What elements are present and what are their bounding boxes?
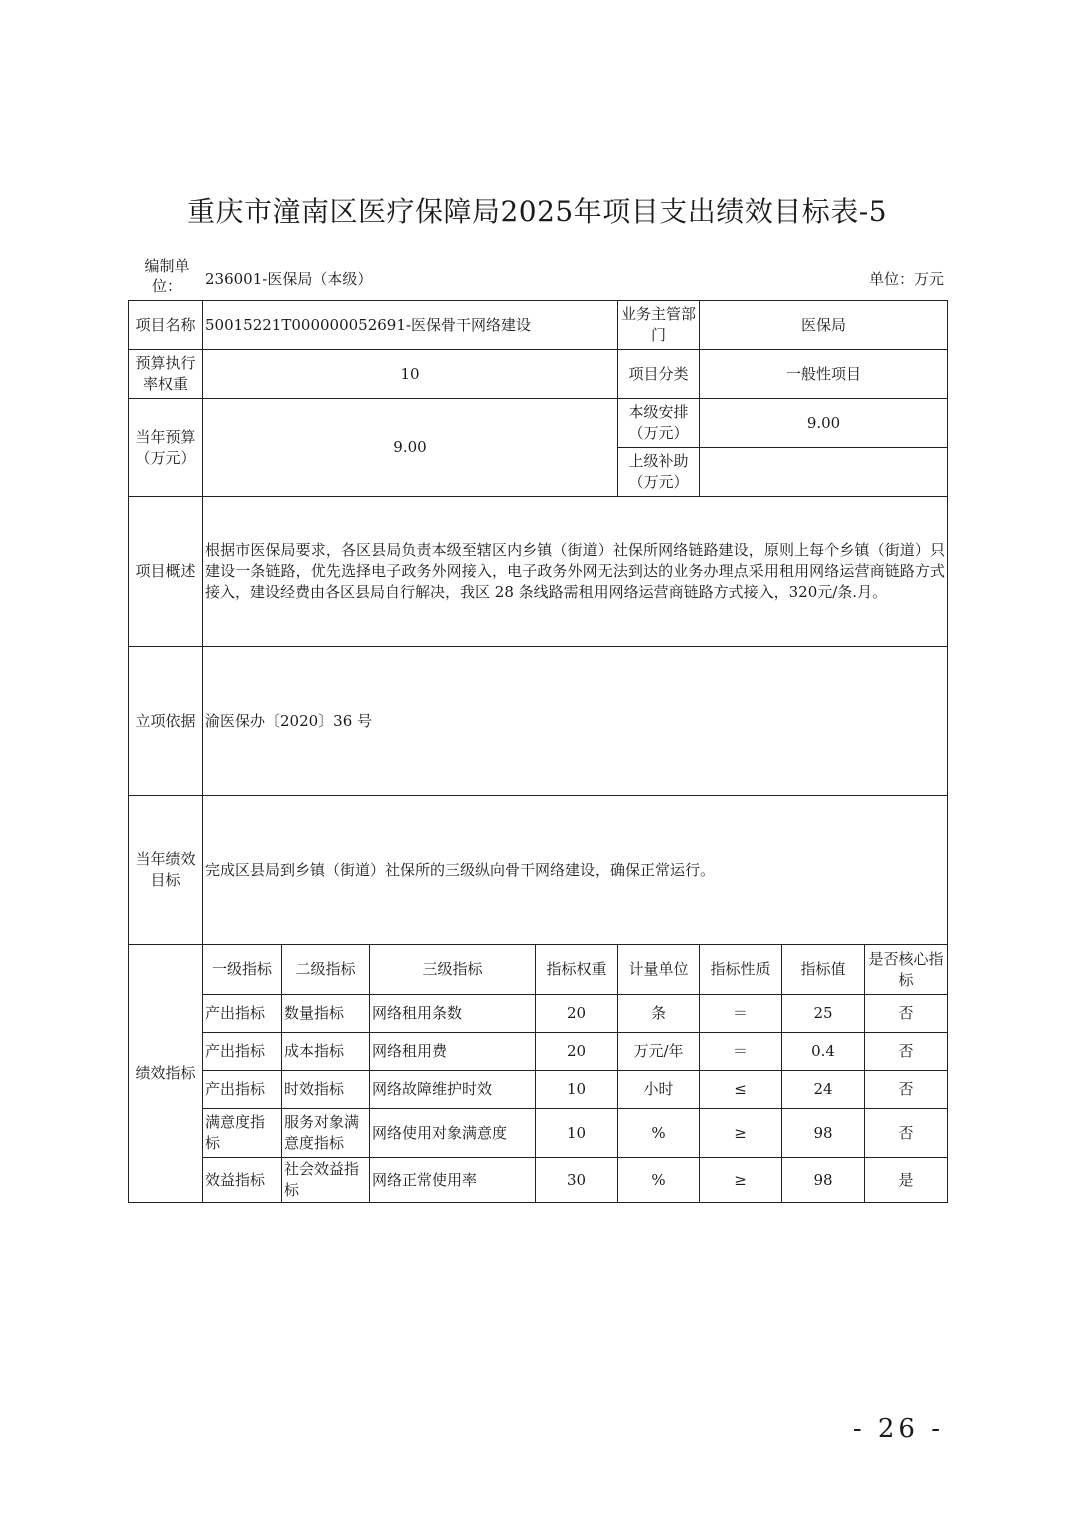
annual-budget-label: 当年预算（万元） [129, 399, 203, 497]
indicator-level3: 网络正常使用率 [370, 1158, 536, 1203]
indicator-header: 指标权重 [536, 945, 618, 995]
indicator-weight: 30 [536, 1158, 618, 1203]
indicator-level2: 成本指标 [282, 1033, 370, 1071]
upper-subsidy-value [700, 448, 948, 497]
budget-weight-label: 预算执行率权重 [129, 350, 203, 399]
indicator-weight: 20 [536, 1033, 618, 1071]
indicator-unit: 小时 [618, 1071, 700, 1109]
dept-label: 业务主管部门 [618, 301, 700, 350]
indicator-header: 指标值 [782, 945, 865, 995]
indicator-nature: ≤ [700, 1071, 782, 1109]
table-row [129, 1033, 948, 1071]
overview-value: 根据市医保局要求，各区县局负责本级至辖区内乡镇（街道）社保所网络链路建设，原则上每个乡镇（街道）只建设一条链路，优先选择电子政务外网接入，电子政务外网无法到达的业务办理点采用租用网络运营商链路方式接入，建设经费由各区县局自行解决，我区 28 条线路需租用网络运营商链路方式接入，320元/条.月。 [203, 497, 948, 647]
budget-weight-value: 10 [203, 350, 618, 399]
indicator-level1: 产出指标 [203, 1071, 282, 1109]
indicator-header: 三级指标 [370, 945, 536, 995]
indicator-nature: ≥ [700, 1109, 782, 1158]
indicator-weight: 10 [536, 1109, 618, 1158]
indicator-level1: 满意度指标 [203, 1109, 282, 1158]
dept-value: 医保局 [700, 301, 948, 350]
category-label: 项目分类 [618, 350, 700, 399]
indicator-level3: 网络故障维护时效 [370, 1071, 536, 1109]
indicator-core: 否 [865, 995, 948, 1033]
indicator-level2: 数量指标 [282, 995, 370, 1033]
indicator-nature: ≥ [700, 1158, 782, 1203]
indicator-level3: 网络租用费 [370, 1033, 536, 1071]
indicator-core: 否 [865, 1109, 948, 1158]
indicator-unit: 条 [618, 995, 700, 1033]
indicator-level2: 社会效益指标 [282, 1158, 370, 1203]
project-name-value: 50015221T000000052691-医保骨干网络建设 [203, 301, 618, 350]
upper-subsidy-label: 上级补助（万元） [618, 448, 700, 497]
indicator-nature: ＝ [700, 995, 782, 1033]
local-budget-label: 本级安排（万元） [618, 399, 700, 448]
table-row [129, 1071, 948, 1109]
indicator-nature: ＝ [700, 1033, 782, 1071]
table-row [129, 995, 948, 1033]
indicator-level3: 网络租用条数 [370, 995, 536, 1033]
table-row [129, 1109, 948, 1158]
indicator-core: 是 [865, 1158, 948, 1203]
org-label: 编制单位： [144, 257, 190, 295]
table-row [129, 1158, 948, 1203]
basis-label: 立项依据 [129, 647, 203, 796]
org-value: 236001-医保局（本级） [205, 270, 373, 288]
annual-goal-value: 完成区县局到乡镇（街道）社保所的三级纵向骨干网络建设，确保正常运行。 [203, 796, 948, 945]
indicator-unit: % [618, 1158, 700, 1203]
page-title: 重庆市潼南区医疗保障局2025年项目支出绩效目标表-5 [186, 195, 888, 228]
indicators-label: 绩效指标 [129, 945, 203, 1203]
indicator-level1: 产出指标 [203, 995, 282, 1033]
annual-goal-label: 当年绩效目标 [129, 796, 203, 945]
page-number: - 26 - [852, 1414, 944, 1444]
indicator-unit: 万元/年 [618, 1033, 700, 1071]
basis-value: 渝医保办〔2020〕36 号 [203, 647, 948, 796]
indicator-header: 是否核心指标 [865, 945, 948, 995]
indicator-level1: 效益指标 [203, 1158, 282, 1203]
indicator-value: 25 [782, 995, 865, 1033]
indicator-value: 98 [782, 1109, 865, 1158]
project-name-label: 项目名称 [129, 301, 203, 350]
indicator-core: 否 [865, 1033, 948, 1071]
category-value: 一般性项目 [700, 350, 948, 399]
performance-target-table [128, 300, 948, 1203]
indicator-level2: 时效指标 [282, 1071, 370, 1109]
indicator-value: 0.4 [782, 1033, 865, 1071]
annual-budget-value: 9.00 [203, 399, 618, 497]
indicator-header: 一级指标 [203, 945, 282, 995]
indicator-value: 98 [782, 1158, 865, 1203]
indicator-header: 二级指标 [282, 945, 370, 995]
local-budget-value: 9.00 [700, 399, 948, 448]
indicator-header: 指标性质 [700, 945, 782, 995]
indicator-header: 计量单位 [618, 945, 700, 995]
indicator-level3: 网络使用对象满意度 [370, 1109, 536, 1158]
indicator-weight: 20 [536, 995, 618, 1033]
indicator-weight: 10 [536, 1071, 618, 1109]
unit-label: 单位：万元 [868, 270, 944, 288]
indicator-unit: % [618, 1109, 700, 1158]
indicator-value: 24 [782, 1071, 865, 1109]
indicator-level1: 产出指标 [203, 1033, 282, 1071]
overview-label: 项目概述 [129, 497, 203, 647]
indicator-core: 否 [865, 1071, 948, 1109]
indicator-level2: 服务对象满意度指标 [282, 1109, 370, 1158]
